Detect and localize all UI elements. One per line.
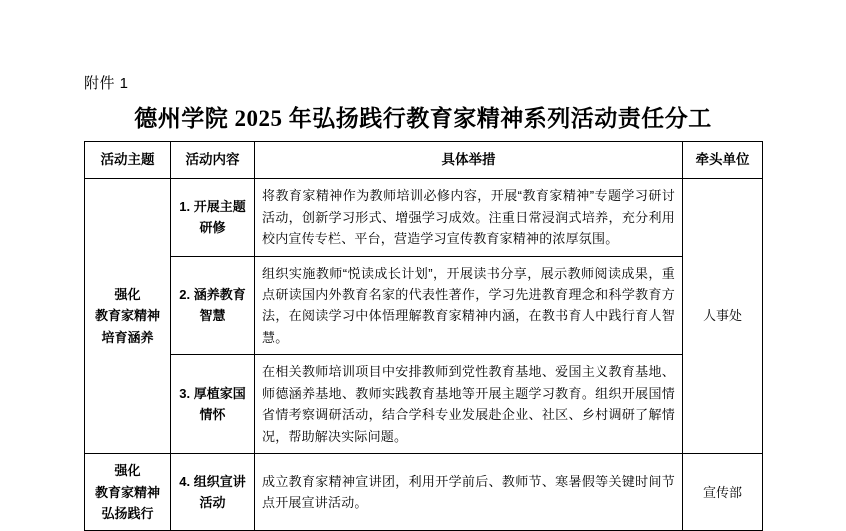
lead-unit-cell: 人事处 — [683, 179, 763, 454]
activity-content-line: 智慧 — [199, 308, 226, 324]
activity-content-line: 情怀 — [199, 407, 226, 423]
measure-cell: 将教育家精神作为教师培训必修内容，开展“教育家精神”专题学习研讨活动，创新学习形式、增强学习成效。注重日常浸润式培养，充分利用校内宣传专栏、平台，营造学习宣传教育家精神的浓厚氛围。 — [255, 179, 683, 256]
activity-content-cell — [171, 179, 255, 256]
column-header-content: 活动内容 — [171, 142, 255, 179]
activity-content-line: 3. 厚植家国 — [179, 385, 246, 401]
activity-content-line: 4. 组织宣讲 — [179, 473, 246, 489]
theme-line: 强化 — [114, 287, 141, 303]
column-header-unit: 牵头单位 — [683, 142, 763, 179]
theme-cell — [85, 179, 171, 454]
measure-cell: 组织实施教师“悦读成长计划”，开展读书分享，展示教师阅读成果，重点研读国内外教育名家的代表性著作，学习先进教育理念和科学教育方法，在阅读学习中体悟理解教育家精神内涵，在教书育人中践行育人智慧。 — [255, 256, 683, 355]
table-row — [85, 256, 763, 355]
page-title: 德州学院 2025 年弘扬践行教育家精神系列活动责任分工 — [134, 106, 712, 131]
table-row — [85, 179, 763, 256]
activity-content-line: 研修 — [199, 220, 226, 236]
theme-line: 培育涵养 — [101, 329, 154, 345]
theme-line: 弘扬践行 — [101, 505, 154, 521]
table-header-row — [85, 142, 763, 179]
activity-content-cell — [171, 355, 255, 454]
activity-content-cell — [171, 256, 255, 355]
activity-content-line: 2. 涵养教育 — [179, 287, 246, 303]
theme-line: 强化 — [114, 463, 141, 479]
attachment-label: 附件 1 — [84, 75, 129, 92]
lead-unit-cell: 宣传部 — [683, 454, 763, 531]
activity-content-line: 活动 — [199, 495, 226, 511]
column-header-measure: 具体举措 — [255, 142, 683, 179]
measure-cell: 成立教育家精神宣讲团，利用开学前后、教师节、寒暑假等关键时间节点开展宣讲活动。 — [255, 454, 683, 531]
responsibility-table — [84, 141, 763, 531]
table-row — [85, 355, 763, 454]
measure-cell: 在相关教师培训项目中安排教师到党性教育基地、爱国主义教育基地、师德涵养基地、教师实践教育基地等开展主题学习教育。组织开展国情省情考察调研活动，结合学科专业发展赴企业、社区、乡村调研了解情况，帮助解决实际问题。 — [255, 355, 683, 454]
table-row — [85, 454, 763, 531]
activity-content-line: 1. 开展主题 — [179, 198, 246, 214]
activity-content-cell — [171, 454, 255, 531]
column-header-theme: 活动主题 — [85, 142, 171, 179]
theme-line: 教育家精神 — [94, 484, 160, 500]
theme-line: 教育家精神 — [94, 308, 160, 324]
theme-cell — [85, 454, 171, 531]
